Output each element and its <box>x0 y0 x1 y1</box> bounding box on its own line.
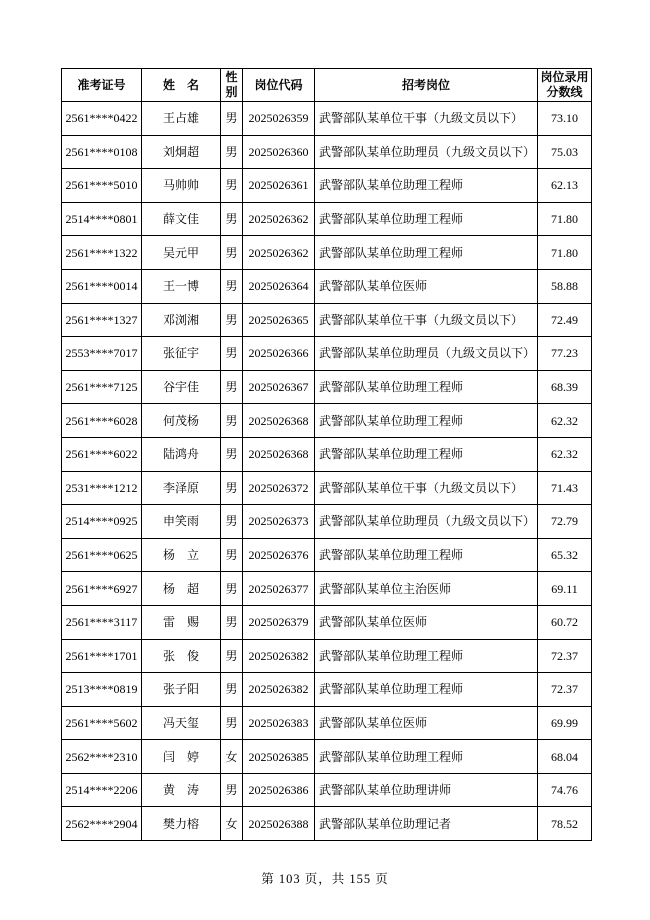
cell-position-code: 2025026359 <box>243 102 315 136</box>
cell-gender: 男 <box>221 572 243 606</box>
cell-score: 62.32 <box>538 404 592 438</box>
cell-position: 武警部队某单位助理员（九级文员以下） <box>315 505 538 539</box>
cell-score: 62.32 <box>538 437 592 471</box>
column-header-position: 招考岗位 <box>315 69 538 102</box>
table-row <box>62 337 592 371</box>
cell-gender: 男 <box>221 370 243 404</box>
cell-admission-no: 2561****5010 <box>62 169 142 203</box>
cell-gender: 男 <box>221 773 243 807</box>
cell-admission-no: 2514****2206 <box>62 773 142 807</box>
table-row <box>62 303 592 337</box>
cell-name: 刘炯超 <box>142 135 221 169</box>
cell-gender: 男 <box>221 135 243 169</box>
cell-admission-no: 2514****0925 <box>62 505 142 539</box>
cell-position-code: 2025026361 <box>243 169 315 203</box>
cell-name: 闫 婷 <box>142 740 221 774</box>
column-header-position-code: 岗位代码 <box>243 69 315 102</box>
score-table <box>61 68 592 841</box>
cell-gender: 男 <box>221 673 243 707</box>
cell-position: 武警部队某单位助理记者 <box>315 807 538 841</box>
cell-position-code: 2025026362 <box>243 236 315 270</box>
cell-position: 武警部队某单位助理工程师 <box>315 370 538 404</box>
cell-score: 72.49 <box>538 303 592 337</box>
cell-gender: 女 <box>221 807 243 841</box>
cell-score: 69.11 <box>538 572 592 606</box>
cell-position-code: 2025026368 <box>243 404 315 438</box>
cell-admission-no: 2561****6028 <box>62 404 142 438</box>
cell-name: 谷宇佳 <box>142 370 221 404</box>
cell-name: 吴元甲 <box>142 236 221 270</box>
cell-position-code: 2025026367 <box>243 370 315 404</box>
table-row <box>62 572 592 606</box>
cell-position-code: 2025026360 <box>243 135 315 169</box>
cell-gender: 女 <box>221 740 243 774</box>
page-number-text: 第 103 页，共 155 页 <box>261 872 389 886</box>
cell-gender: 男 <box>221 303 243 337</box>
column-header-name: 姓 名 <box>142 69 221 102</box>
cell-score: 62.13 <box>538 169 592 203</box>
cell-position-code: 2025026379 <box>243 605 315 639</box>
column-header-score-line: 岗位录用分数线 <box>538 69 592 102</box>
cell-score: 75.03 <box>538 135 592 169</box>
cell-score: 60.72 <box>538 605 592 639</box>
cell-position-code: 2025026385 <box>243 740 315 774</box>
cell-score: 69.99 <box>538 706 592 740</box>
cell-position: 武警部队某单位助理工程师 <box>315 202 538 236</box>
cell-position: 武警部队某单位助理工程师 <box>315 639 538 673</box>
table-row <box>62 773 592 807</box>
cell-gender: 男 <box>221 471 243 505</box>
cell-score: 65.32 <box>538 538 592 572</box>
table-row <box>62 538 592 572</box>
cell-position: 武警部队某单位医师 <box>315 605 538 639</box>
cell-gender: 男 <box>221 202 243 236</box>
cell-score: 71.80 <box>538 236 592 270</box>
table-row <box>62 605 592 639</box>
cell-name: 李泽原 <box>142 471 221 505</box>
cell-position: 武警部队某单位助理工程师 <box>315 437 538 471</box>
cell-name: 申笑雨 <box>142 505 221 539</box>
cell-admission-no: 2513****0819 <box>62 673 142 707</box>
cell-position: 武警部队某单位助理工程师 <box>315 404 538 438</box>
cell-position-code: 2025026365 <box>243 303 315 337</box>
cell-position-code: 2025026366 <box>243 337 315 371</box>
table-row <box>62 269 592 303</box>
cell-position-code: 2025026372 <box>243 471 315 505</box>
cell-position-code: 2025026362 <box>243 202 315 236</box>
cell-score: 72.37 <box>538 639 592 673</box>
cell-name: 张 俊 <box>142 639 221 673</box>
table-row <box>62 404 592 438</box>
cell-gender: 男 <box>221 505 243 539</box>
cell-score: 73.10 <box>538 102 592 136</box>
cell-name: 薛文佳 <box>142 202 221 236</box>
cell-gender: 男 <box>221 169 243 203</box>
cell-gender: 男 <box>221 437 243 471</box>
table-row <box>62 370 592 404</box>
cell-score: 68.04 <box>538 740 592 774</box>
cell-gender: 男 <box>221 102 243 136</box>
cell-gender: 男 <box>221 236 243 270</box>
cell-name: 杨 立 <box>142 538 221 572</box>
cell-score: 74.76 <box>538 773 592 807</box>
cell-position: 武警部队某单位医师 <box>315 706 538 740</box>
table-row <box>62 236 592 270</box>
cell-position-code: 2025026386 <box>243 773 315 807</box>
table-row <box>62 169 592 203</box>
table-row <box>62 437 592 471</box>
cell-position: 武警部队某单位助理工程师 <box>315 740 538 774</box>
cell-admission-no: 2514****0801 <box>62 202 142 236</box>
table-row <box>62 505 592 539</box>
cell-position-code: 2025026382 <box>243 673 315 707</box>
cell-position-code: 2025026373 <box>243 505 315 539</box>
cell-gender: 男 <box>221 269 243 303</box>
cell-position-code: 2025026368 <box>243 437 315 471</box>
cell-name: 王一博 <box>142 269 221 303</box>
cell-name: 马帅帅 <box>142 169 221 203</box>
cell-gender: 男 <box>221 404 243 438</box>
cell-admission-no: 2561****0625 <box>62 538 142 572</box>
cell-admission-no: 2553****7017 <box>62 337 142 371</box>
table-row <box>62 202 592 236</box>
cell-admission-no: 2562****2310 <box>62 740 142 774</box>
table-header-row <box>62 69 592 102</box>
cell-name: 黄 涛 <box>142 773 221 807</box>
cell-name: 杨 超 <box>142 572 221 606</box>
cell-admission-no: 2561****6022 <box>62 437 142 471</box>
cell-admission-no: 2561****7125 <box>62 370 142 404</box>
cell-score: 78.52 <box>538 807 592 841</box>
cell-admission-no: 2562****2904 <box>62 807 142 841</box>
cell-admission-no: 2531****1212 <box>62 471 142 505</box>
table-row <box>62 706 592 740</box>
cell-position-code: 2025026364 <box>243 269 315 303</box>
cell-position: 武警部队某单位干事（九级文员以下） <box>315 303 538 337</box>
cell-position-code: 2025026382 <box>243 639 315 673</box>
cell-position-code: 2025026388 <box>243 807 315 841</box>
table-row <box>62 471 592 505</box>
cell-name: 王占雄 <box>142 102 221 136</box>
cell-position: 武警部队某单位助理工程师 <box>315 169 538 203</box>
cell-position: 武警部队某单位助理员（九级文员以下） <box>315 337 538 371</box>
cell-name: 张征宇 <box>142 337 221 371</box>
cell-gender: 男 <box>221 538 243 572</box>
cell-score: 71.80 <box>538 202 592 236</box>
cell-position: 武警部队某单位医师 <box>315 269 538 303</box>
table-row <box>62 673 592 707</box>
cell-name: 邓浏湘 <box>142 303 221 337</box>
cell-score: 71.43 <box>538 471 592 505</box>
cell-position-code: 2025026376 <box>243 538 315 572</box>
cell-position-code: 2025026383 <box>243 706 315 740</box>
table-body <box>62 102 592 841</box>
cell-position: 武警部队某单位助理工程师 <box>315 538 538 572</box>
cell-position: 武警部队某单位助理讲师 <box>315 773 538 807</box>
table-row <box>62 135 592 169</box>
cell-position: 武警部队某单位助理员（九级文员以下） <box>315 135 538 169</box>
cell-gender: 男 <box>221 605 243 639</box>
cell-admission-no: 2561****6927 <box>62 572 142 606</box>
cell-admission-no: 2561****1327 <box>62 303 142 337</box>
cell-position: 武警部队某单位助理工程师 <box>315 673 538 707</box>
column-header-admission-no: 准考证号 <box>62 69 142 102</box>
table-row <box>62 639 592 673</box>
cell-admission-no: 2561****1701 <box>62 639 142 673</box>
cell-name: 何茂杨 <box>142 404 221 438</box>
cell-position: 武警部队某单位主治医师 <box>315 572 538 606</box>
cell-score: 68.39 <box>538 370 592 404</box>
cell-position: 武警部队某单位干事（九级文员以下） <box>315 471 538 505</box>
cell-name: 冯天玺 <box>142 706 221 740</box>
cell-name: 陆鸿舟 <box>142 437 221 471</box>
cell-admission-no: 2561****3117 <box>62 605 142 639</box>
cell-admission-no: 2561****0108 <box>62 135 142 169</box>
cell-admission-no: 2561****5602 <box>62 706 142 740</box>
cell-gender: 男 <box>221 706 243 740</box>
cell-name: 张子阳 <box>142 673 221 707</box>
cell-position: 武警部队某单位助理工程师 <box>315 236 538 270</box>
cell-score: 77.23 <box>538 337 592 371</box>
cell-admission-no: 2561****0422 <box>62 102 142 136</box>
table-row <box>62 740 592 774</box>
cell-admission-no: 2561****1322 <box>62 236 142 270</box>
cell-name: 樊力榕 <box>142 807 221 841</box>
cell-score: 58.88 <box>538 269 592 303</box>
table-row <box>62 807 592 841</box>
table-row <box>62 102 592 136</box>
cell-position: 武警部队某单位干事（九级文员以下） <box>315 102 538 136</box>
cell-position-code: 2025026377 <box>243 572 315 606</box>
page-footer <box>0 869 650 887</box>
cell-gender: 男 <box>221 639 243 673</box>
cell-name: 雷 赐 <box>142 605 221 639</box>
cell-gender: 男 <box>221 337 243 371</box>
cell-admission-no: 2561****0014 <box>62 269 142 303</box>
column-header-gender: 性别 <box>221 69 243 102</box>
cell-score: 72.37 <box>538 673 592 707</box>
cell-score: 72.79 <box>538 505 592 539</box>
